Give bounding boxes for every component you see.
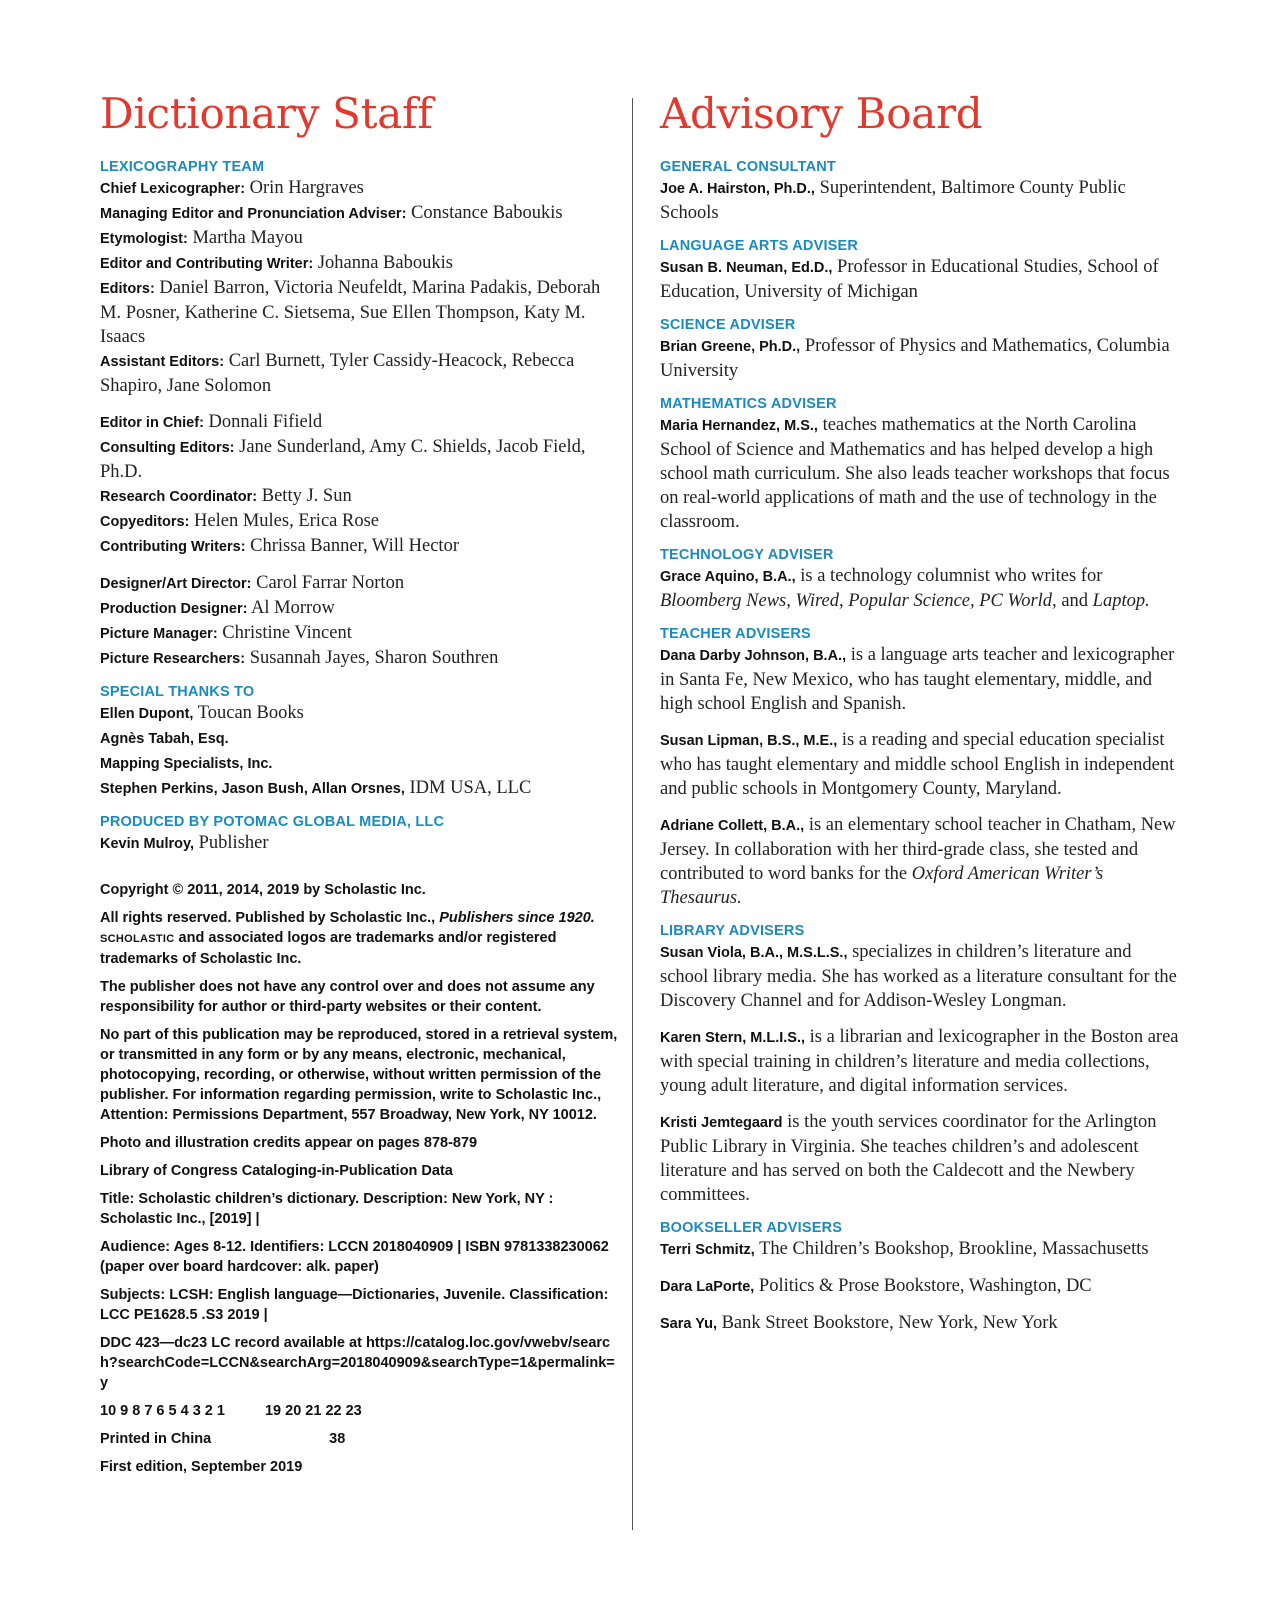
adviser-entry: Maria Hernandez, M.S., teaches mathematics at the North Carolina School of Science and Mathematics and has helped develop a high school math curriculum. She also leads teacher workshops that focus on real-world applications of math and the use of technology in the classroom. (660, 415, 1170, 532)
staff-entry: Designer/Art Director: Carol Farrar Norton (100, 573, 405, 593)
advisory-board-column (660, 88, 1180, 1336)
adviser-entry: Susan Viola, B.A., M.S.L.S., specializes in children’s literature and school library media. She has worked as a literature consultant for the Discovery Channel and for Addison-Wesley Longman. (660, 942, 1177, 1011)
staff-entry: Chief Lexicographer: Orin Hargraves (100, 178, 364, 198)
audience-line: Audience: Ages 8-12. Identifiers: LCCN 2018040909 | ISBN 9781338230062 (paper over board hardcover: alk. paper) (100, 1239, 609, 1275)
staff-entry: Contributing Writers: Chrissa Banner, Will Hector (100, 536, 459, 556)
cip-line: Library of Congress Cataloging-in-Publication Data (100, 1163, 453, 1179)
thanks-entry: Agnès Tabah, Esq. (100, 731, 229, 747)
lexicography-team-heading: LEXICOGRAPHY TEAM (100, 159, 265, 175)
adviser-entry: Adriane Collett, B.A., is an elementary school teacher in Chatham, New Jersey. In collaboration with her third-grade class, she tested and contributed to word banks for the Oxford American Writer’s Thesaurus. (660, 815, 1176, 908)
staff-entry: Picture Manager: Christine Vincent (100, 623, 352, 643)
advisory-board-title: Advisory Board (660, 89, 983, 138)
column-divider (632, 98, 633, 1530)
section-heading: LANGUAGE ARTS ADVISER (660, 238, 859, 254)
adviser-entry: Dara LaPorte, Politics & Prose Bookstore, Washington, DC (660, 1276, 1092, 1296)
section-heading: MATHEMATICS ADVISER (660, 396, 837, 412)
thanks-entry: Mapping Specialists, Inc. (100, 756, 273, 772)
staff-entry: Copyeditors: Helen Mules, Erica Rose (100, 511, 379, 531)
section-heading: TECHNOLOGY ADVISER (660, 547, 834, 563)
staff-entry: Editors: Daniel Barron, Victoria Neufeldt, Marina Padakis, Deborah M. Posner, Katherine C. Sietsema, Sue Ellen Thompson, Katy M. Isaacs (100, 278, 601, 347)
special-thanks-heading: SPECIAL THANKS TO (100, 684, 255, 700)
reproduction-paragraph: No part of this publication may be reproduced, stored in a retrieval system, or transmitted in any form or by any means, electronic, mechanical, photocopying, recording, or otherwise, without written permission of the publisher. For information regarding permission, write to Scholastic Inc., Attention: Permissions Department, 557 Broadway, New York, NY 10012. (100, 1027, 618, 1123)
section-heading: SCIENCE ADVISER (660, 317, 796, 333)
adviser-entry: Susan B. Neuman, Ed.D., Professor in Educational Studies, School of Education, University of Michigan (660, 257, 1159, 302)
adviser-entry: Terri Schmitz, The Children’s Bookshop, Brookline, Massachusetts (660, 1239, 1149, 1259)
adviser-entry: Sara Yu, Bank Street Bookstore, New York, New York (660, 1313, 1058, 1333)
staff-entry: Managing Editor and Pronunciation Adviser: Constance Baboukis (100, 203, 563, 223)
edition-line: First edition, September 2019 (100, 1459, 303, 1475)
adviser-entry: Karen Stern, M.L.I.S., is a librarian and lexicographer in the Boston area with special training in children’s literature and media collections, young adult literature, and digital information services. (660, 1027, 1179, 1096)
staff-entry: Assistant Editors: Carl Burnett, Tyler Cassidy-Heacock, Rebecca Shapiro, Jane Solomon (100, 351, 575, 396)
credits-line: Photo and illustration credits appear on pages 878-879 (100, 1135, 478, 1151)
produced-by-heading: PRODUCED BY POTOMAC GLOBAL MEDIA, LLC (100, 814, 445, 830)
adviser-entry: Susan Lipman, B.S., M.E., is a reading and special education specialist who has taught elementary and middle school English in independent and public schools in Montgomery County, Maryland. (660, 730, 1175, 799)
section-heading: TEACHER ADVISERS (660, 626, 811, 642)
adviser-entry: Brian Greene, Ph.D., Professor of Physics and Mathematics, Columbia University (660, 336, 1170, 381)
ddc-line: DDC 423—dc23 LC record available at https://catalog.loc.gov/vwebv/search?searchCode=LCCN&searchArg=2018040909&searchType=1&permalink=y (100, 1335, 615, 1391)
copyright-line: Copyright © 2011, 2014, 2019 by Scholastic Inc. (100, 882, 426, 898)
staff-entry: Picture Researchers: Susannah Jayes, Sharon Southren (100, 648, 499, 668)
adviser-entry: Grace Aquino, B.A., is a technology columnist who writes for Bloomberg News, Wired, Popular Science, PC World, and Laptop. (660, 566, 1150, 611)
staff-entry: Consulting Editors: Jane Sunderland, Amy C. Shields, Jacob Field, Ph.D. (100, 437, 586, 482)
printed-in-line: Printed in China 38 (100, 1431, 346, 1447)
staff-entry: Etymologist: Martha Mayou (100, 228, 303, 248)
section-heading: GENERAL CONSULTANT (660, 159, 836, 175)
adviser-entry: Dana Darby Johnson, B.A., is a language arts teacher and lexicographer in Santa Fe, New Mexico, who has taught elementary, middle, and high school English and Spanish. (660, 645, 1175, 714)
staff-entry: Research Coordinator: Betty J. Sun (100, 486, 352, 506)
thanks-entry: Stephen Perkins, Jason Bush, Allan Orsnes, IDM USA, LLC (100, 778, 532, 798)
staff-entry: Editor in Chief: Donnali Fifield (100, 412, 323, 432)
page-number: 38 (329, 1431, 346, 1447)
title-description: Title: Scholastic children’s dictionary. Description: New York, NY : Scholastic Inc., [2019] | (100, 1191, 554, 1227)
section-heading: BOOKSELLER ADVISERS (660, 1220, 843, 1236)
rights-paragraph: All rights reserved. Published by Scholastic Inc., Publishers since 1920. SCHOLASTIC and associated logos are trademarks and/or registered trademarks of Scholastic Inc. (100, 910, 595, 967)
dictionary-staff-title: Dictionary Staff (100, 89, 433, 138)
adviser-entry: Joe A. Hairston, Ph.D., Superintendent, Baltimore County Public Schools (660, 178, 1126, 223)
staff-entry: Editor and Contributing Writer: Johanna Baboukis (100, 253, 453, 273)
adviser-entry: Kristi Jemtegaard is the youth services coordinator for the Arlington Public Library in Virginia. She teaches children’s and adolescent literature and has served on both the Caldecott and the Newbery committees. (660, 1112, 1157, 1205)
printing-line: 10 9 8 7 6 5 4 3 2 1 19 20 21 22 23 (100, 1403, 362, 1419)
thanks-entry: Ellen Dupont, Toucan Books (100, 703, 304, 723)
producer-entry: Kevin Mulroy, Publisher (100, 833, 269, 853)
subjects-line: Subjects: LCSH: English language—Dictionaries, Juvenile. Classification: LCC PE1628.5 .S3 2019 | (100, 1287, 609, 1323)
dictionary-staff-column (100, 88, 620, 1477)
section-heading: LIBRARY ADVISERS (660, 923, 805, 939)
staff-entry: Production Designer: Al Morrow (100, 598, 335, 618)
responsibility-paragraph: The publisher does not have any control over and does not assume any responsibility for author or third-party websites or their content. (100, 979, 595, 1015)
